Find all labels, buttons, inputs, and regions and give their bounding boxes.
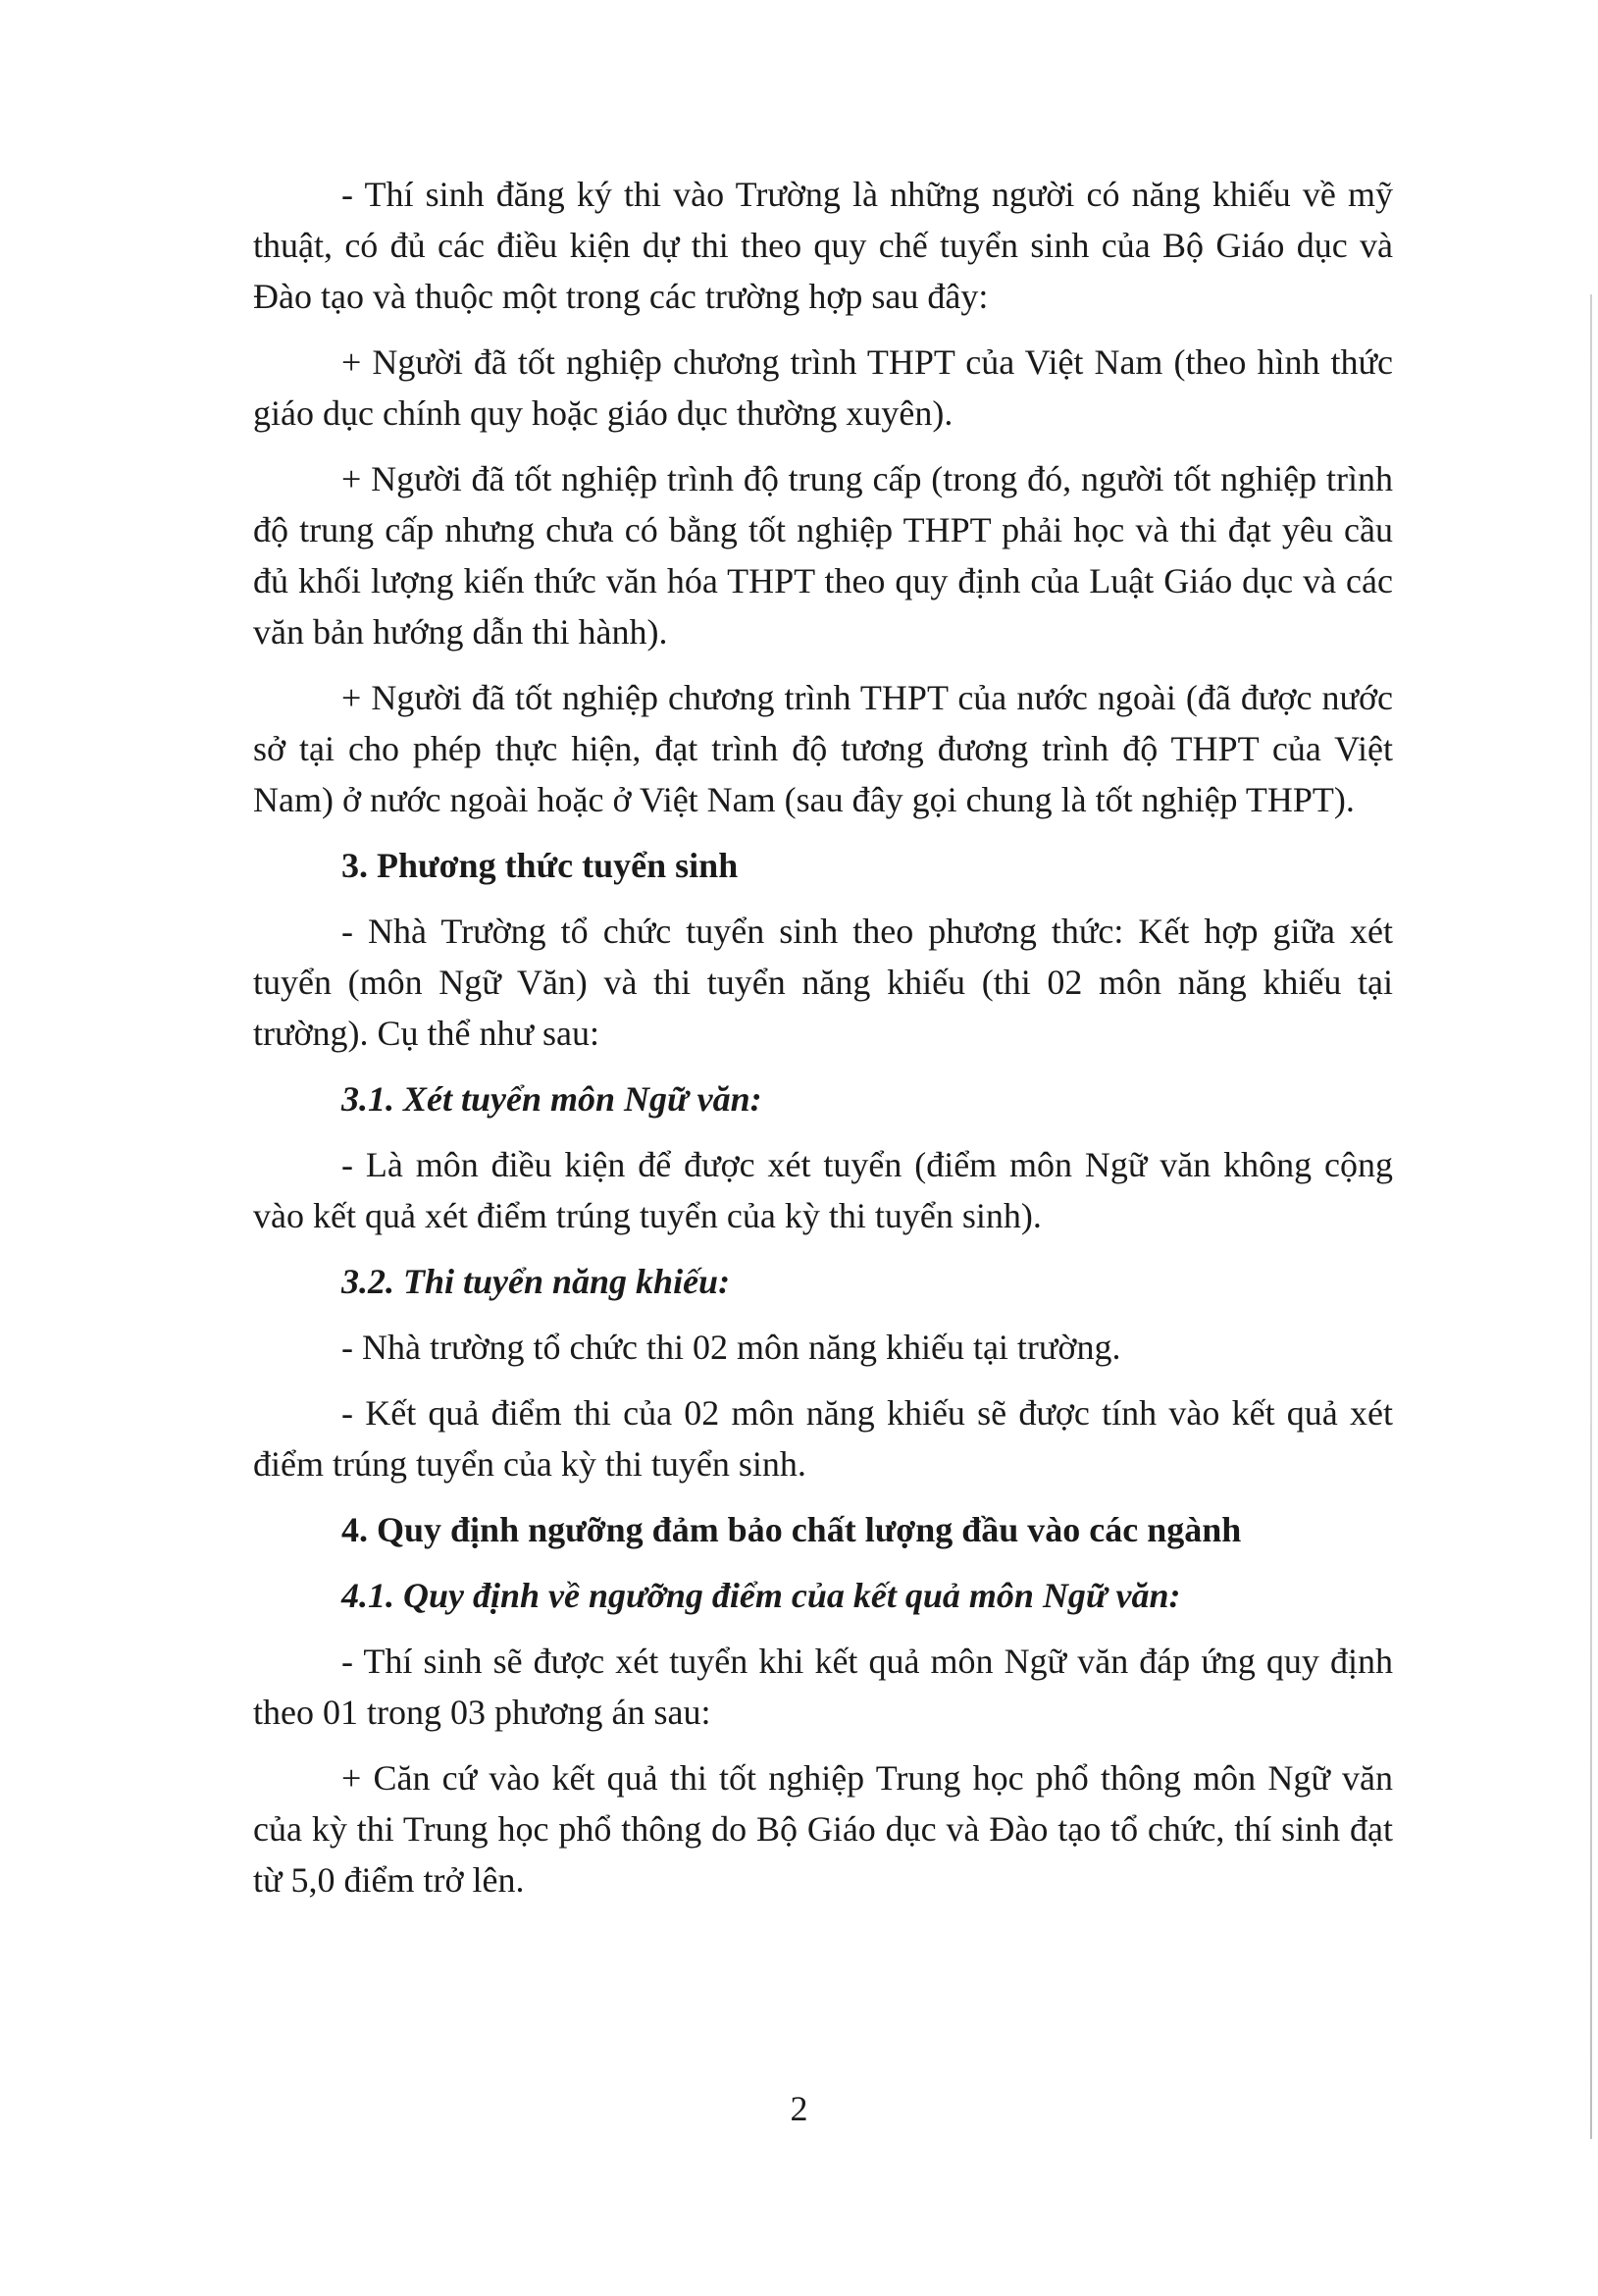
page-number: 2 <box>790 2089 808 2128</box>
subsection-heading-3-2: 3.2. Thi tuyển năng khiếu: <box>341 1262 731 1301</box>
paragraph-aptitude-result: - Kết quả điểm thi của 02 môn năng khiếu sẽ được tính vào kết quả xét điểm trúng tuyển của kỳ thi tuyển sinh. <box>253 1393 1393 1484</box>
subsection-heading-3-1: 3.1. Xét tuyển môn Ngữ văn: <box>341 1079 762 1119</box>
paragraph-threshold-option-1: + Căn cứ vào kết quả thi tốt nghiệp Trung học phổ thông môn Ngữ văn của kỳ thi Trung học phổ thông do Bộ Giáo dục và Đào tạo tổ chức, thí sinh đạt từ 5,0 điểm trở lên. <box>253 1758 1393 1900</box>
section-heading-4: 4. Quy định ngưỡng đảm bảo chất lượng đầu vào các ngành <box>341 1510 1242 1549</box>
paragraph-eligibility-trung-cap: + Người đã tốt nghiệp trình độ trung cấp (trong đó, người tốt nghiệp trình độ trung cấp nhưng chưa có bằng tốt nghiệp THPT phải học và thi đạt yêu cầu đủ khối lượng kiến thức văn hóa THPT theo quy định của Luật Giáo dục và các văn bản hướng dẫn thi hành). <box>253 459 1393 652</box>
subsection-heading-4-1: 4.1. Quy định về ngưỡng điểm của kết quả môn Ngữ văn: <box>341 1576 1181 1615</box>
section-heading-3: 3. Phương thức tuyển sinh <box>341 846 739 885</box>
paragraph-eligibility-intro: - Thí sinh đăng ký thi vào Trường là những người có năng khiếu về mỹ thuật, có đủ các điều kiện dự thi theo quy chế tuyển sinh của Bộ Giáo dục và Đào tạo và thuộc một trong các trường hợp sau đây: <box>253 175 1393 316</box>
paragraph-threshold-intro: - Thí sinh sẽ được xét tuyển khi kết quả môn Ngữ văn đáp ứng quy định theo 01 trong 03 phương án sau: <box>253 1642 1393 1732</box>
paragraph-eligibility-foreign: + Người đã tốt nghiệp chương trình THPT của nước ngoài (đã được nước sở tại cho phép thực hiện, đạt trình độ tương đương trình độ THPT của Việt Nam) ở nước ngoài hoặc ở Việt Nam (sau đây gọi chung là tốt nghiệp THPT). <box>253 678 1393 819</box>
scan-page-edge <box>1590 294 1592 2139</box>
paragraph-admission-method: - Nhà Trường tổ chức tuyển sinh theo phương thức: Kết hợp giữa xét tuyển (môn Ngữ Văn) và thi tuyển năng khiếu (thi 02 môn năng khiếu tại trường). Cụ thể như sau: <box>253 912 1393 1053</box>
paragraph-literature-condition: - Là môn điều kiện để được xét tuyển (điểm môn Ngữ văn không cộng vào kết quả xét điểm trúng tuyển của kỳ thi tuyển sinh). <box>253 1145 1393 1235</box>
paragraph-aptitude-exam: - Nhà trường tổ chức thi 02 môn năng khiếu tại trường. <box>341 1328 1121 1367</box>
paragraph-eligibility-thpt-vn: + Người đã tốt nghiệp chương trình THPT của Việt Nam (theo hình thức giáo dục chính quy hoặc giáo dục thường xuyên). <box>253 342 1393 433</box>
document-body <box>253 169 1393 1920</box>
